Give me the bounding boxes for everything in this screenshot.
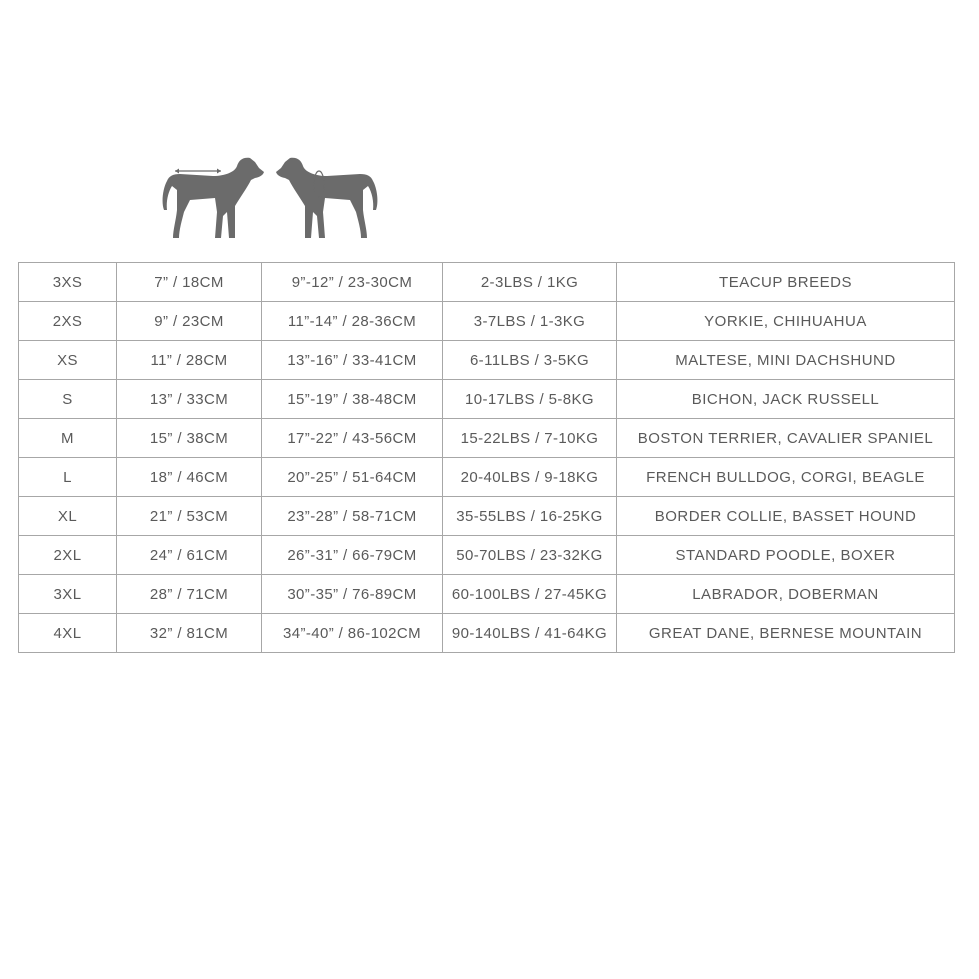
size-cell: 3XS [19,263,117,302]
weight-cell: 90-140LBS / 41-64KG [443,614,617,653]
size-cell: L [19,458,117,497]
back-length-cell: 9” / 23CM [117,302,262,341]
table-row [19,380,955,419]
neck-girth-cell: 20”-25” / 51-64CM [262,458,443,497]
breed-cell: STANDARD POODLE, BOXER [617,536,955,575]
neck-girth-cell: 34”-40” / 86-102CM [262,614,443,653]
back-length-cell: 24” / 61CM [117,536,262,575]
size-cell: S [19,380,117,419]
weight-cell: 50-70LBS / 23-32KG [443,536,617,575]
dog-neck-girth-icon [276,158,377,238]
table-row [19,497,955,536]
neck-girth-cell: 17”-22” / 43-56CM [262,419,443,458]
back-length-cell: 28” / 71CM [117,575,262,614]
neck-girth-cell: 30”-35” / 76-89CM [262,575,443,614]
size-cell: 2XS [19,302,117,341]
weight-cell: 10-17LBS / 5-8KG [443,380,617,419]
size-cell: XS [19,341,117,380]
weight-cell: 2-3LBS / 1KG [443,263,617,302]
neck-girth-cell: 11”-14” / 28-36CM [262,302,443,341]
back-length-cell: 21” / 53CM [117,497,262,536]
table-row [19,302,955,341]
breed-cell: TEACUP BREEDS [617,263,955,302]
weight-cell: 35-55LBS / 16-25KG [443,497,617,536]
breed-cell: BORDER COLLIE, BASSET HOUND [617,497,955,536]
weight-cell: 60-100LBS / 27-45KG [443,575,617,614]
weight-cell: 15-22LBS / 7-10KG [443,419,617,458]
size-cell: 4XL [19,614,117,653]
weight-cell: 20-40LBS / 9-18KG [443,458,617,497]
table-row [19,341,955,380]
table-row [19,263,955,302]
size-chart-table [18,262,955,653]
back-length-cell: 18” / 46CM [117,458,262,497]
weight-cell: 3-7LBS / 1-3KG [443,302,617,341]
back-length-cell: 15” / 38CM [117,419,262,458]
back-length-cell: 32” / 81CM [117,614,262,653]
breed-cell: GREAT DANE, BERNESE MOUNTAIN [617,614,955,653]
breed-cell: YORKIE, CHIHUAHUA [617,302,955,341]
table-row [19,614,955,653]
size-cell: XL [19,497,117,536]
back-length-cell: 13” / 33CM [117,380,262,419]
breed-cell: MALTESE, MINI DACHSHUND [617,341,955,380]
breed-cell: LABRADOR, DOBERMAN [617,575,955,614]
neck-girth-cell: 26”-31” / 66-79CM [262,536,443,575]
weight-cell: 6-11LBS / 3-5KG [443,341,617,380]
neck-girth-cell: 9”-12” / 23-30CM [262,263,443,302]
neck-girth-cell: 15”-19” / 38-48CM [262,380,443,419]
breed-cell: BICHON, JACK RUSSELL [617,380,955,419]
back-length-cell: 7” / 18CM [117,263,262,302]
breed-cell: FRENCH BULLDOG, CORGI, BEAGLE [617,458,955,497]
back-length-cell: 11” / 28CM [117,341,262,380]
dog-measurement-icons [155,150,385,245]
size-chart-body [19,263,955,653]
table-row [19,419,955,458]
dog-back-length-icon [163,158,264,238]
table-row [19,458,955,497]
size-cell: M [19,419,117,458]
neck-girth-cell: 23”-28” / 58-71CM [262,497,443,536]
breed-cell: BOSTON TERRIER, CAVALIER SPANIEL [617,419,955,458]
table-row [19,536,955,575]
size-cell: 3XL [19,575,117,614]
neck-girth-cell: 13”-16” / 33-41CM [262,341,443,380]
size-cell: 2XL [19,536,117,575]
table-row [19,575,955,614]
